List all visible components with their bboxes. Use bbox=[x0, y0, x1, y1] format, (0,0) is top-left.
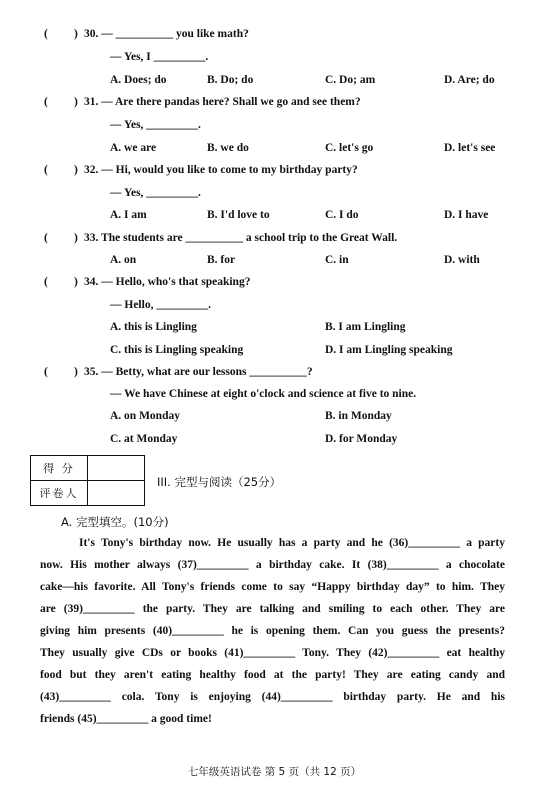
passage-line: friends (45)_________ a good time! bbox=[40, 713, 212, 725]
option-d: D. for Monday bbox=[325, 433, 398, 445]
option-b: B. I'd love to bbox=[207, 209, 270, 221]
option-b: B. I am Lingling bbox=[325, 321, 406, 333]
question-stem: 35. — Betty, what are our lessons __________? bbox=[84, 366, 313, 378]
answer-paren-open: ( bbox=[44, 28, 48, 40]
answer-paren-close: ) bbox=[74, 366, 78, 378]
question-reply: — Yes, I _________. bbox=[110, 51, 209, 63]
passage-line: are (39)_________ the party. They are talking and smiling to each other. They are bbox=[40, 603, 505, 615]
question-reply: — Yes, _________. bbox=[110, 187, 201, 199]
passage-line: food but they aren't eating healthy food at the party! They are eating candy and bbox=[40, 669, 505, 681]
option-b: B. in Monday bbox=[325, 410, 392, 422]
section-title: III. 完型与阅读（25分） bbox=[157, 475, 282, 489]
score-label: 得 分 bbox=[31, 456, 88, 481]
option-c: C. I do bbox=[325, 209, 359, 221]
score-cell[interactable] bbox=[88, 456, 145, 481]
question-reply: — Yes, _________. bbox=[110, 119, 201, 131]
answer-paren-close: ) bbox=[74, 28, 78, 40]
option-a: A. this is Lingling bbox=[110, 321, 197, 333]
option-a: A. Does; do bbox=[110, 74, 167, 86]
question-reply: — We have Chinese at eight o'clock and science at five to nine. bbox=[110, 388, 417, 400]
grader-label: 评卷人 bbox=[31, 481, 88, 506]
answer-paren-open: ( bbox=[44, 232, 48, 244]
option-c: C. Do; am bbox=[325, 74, 376, 86]
option-d: D. with bbox=[444, 254, 480, 266]
option-d: D. I am Lingling speaking bbox=[325, 344, 453, 356]
option-c: C. at Monday bbox=[110, 433, 178, 445]
question-reply: — Hello, _________. bbox=[110, 299, 211, 311]
answer-paren-open: ( bbox=[44, 276, 48, 288]
option-c: C. in bbox=[325, 254, 349, 266]
passage-line: (43)_________ cola. Tony is enjoying (44)_________ birthday party. He and his bbox=[40, 691, 505, 703]
option-d: D. I have bbox=[444, 209, 489, 221]
question-stem: 32. — Hi, would you like to come to my birthday party? bbox=[84, 164, 358, 176]
option-a: A. I am bbox=[110, 209, 147, 221]
passage-line: cake—his favorite. All Tony's friends come to say “Happy birthday day” to him. They bbox=[40, 581, 505, 593]
question-stem: 30. — __________ you like math? bbox=[84, 28, 249, 40]
option-d: D. let's see bbox=[444, 142, 496, 154]
passage-line: giving him presents (40)_________ he is opening them. Can you guess the presents? bbox=[40, 625, 505, 637]
cloze-passage bbox=[40, 532, 505, 730]
passage-line: now. His mother always (37)_________ a birthday cake. It (38)_________ a chocolate bbox=[40, 559, 505, 571]
grader-cell[interactable] bbox=[88, 481, 145, 506]
option-a: A. on bbox=[110, 254, 137, 266]
passage-line: It's Tony's birthday now. He usually has a party and he (36)_________ a party bbox=[79, 537, 505, 549]
answer-paren-close: ) bbox=[74, 276, 78, 288]
passage-line: They usually give CDs or books (41)_________ Tony. They (42)_________ eat healthy bbox=[40, 647, 505, 659]
option-b: B. for bbox=[207, 254, 236, 266]
answer-paren-close: ) bbox=[74, 96, 78, 108]
answer-paren-close: ) bbox=[74, 164, 78, 176]
question-stem: 31. — Are there pandas here? Shall we go and see them? bbox=[84, 96, 361, 108]
answer-paren-open: ( bbox=[44, 96, 48, 108]
question-stem: 34. — Hello, who's that speaking? bbox=[84, 276, 251, 288]
option-a: A. we are bbox=[110, 142, 157, 154]
score-box bbox=[30, 455, 145, 506]
answer-paren-close: ) bbox=[74, 232, 78, 244]
subsection-title: A. 完型填空。(10分) bbox=[61, 515, 169, 529]
option-a: A. on Monday bbox=[110, 410, 180, 422]
option-d: D. Are; do bbox=[444, 74, 495, 86]
option-c: C. let's go bbox=[325, 142, 374, 154]
answer-paren-open: ( bbox=[44, 164, 48, 176]
page-footer: 七年级英语试卷 第 5 页（共 12 页） bbox=[187, 766, 362, 778]
question-stem: 33. The students are __________ a school trip to the Great Wall. bbox=[84, 232, 398, 244]
option-b: B. we do bbox=[207, 142, 249, 154]
option-b: B. Do; do bbox=[207, 74, 254, 86]
answer-paren-open: ( bbox=[44, 366, 48, 378]
option-c: C. this is Lingling speaking bbox=[110, 344, 244, 356]
